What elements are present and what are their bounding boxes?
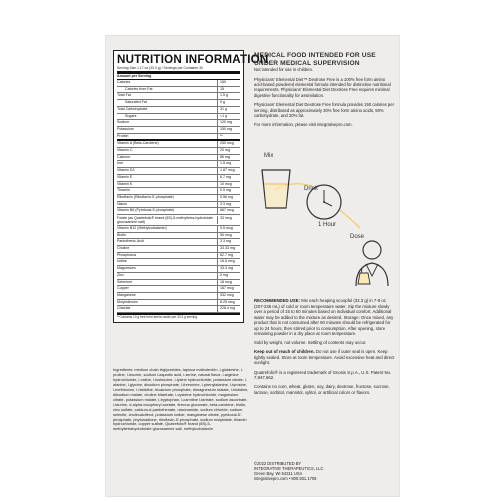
nutrient-row xyxy=(117,273,240,280)
nutrient-row xyxy=(117,168,240,175)
nutrient-row xyxy=(117,114,240,121)
nutrient-label: Chloride xyxy=(117,306,131,311)
nutrient-row xyxy=(117,226,240,233)
nutrient-rows xyxy=(117,80,240,313)
nutrient-label: Thiamin xyxy=(117,188,130,193)
nutrition-footnote: **Contains 10 g free form amino acids per 33.3 g serving. xyxy=(117,313,240,319)
nutrient-label: Iodine xyxy=(117,259,127,264)
nutrient-value: 0 g xyxy=(217,100,240,106)
recommended-use-label: RECOMMENDED USE: xyxy=(254,298,301,303)
nutrient-row xyxy=(117,161,240,168)
nutrient-row xyxy=(117,107,240,114)
nutrient-value: 18 mcg xyxy=(217,280,240,286)
company-name: INTEGRATIVE THERAPEUTICS, LLC xyxy=(254,466,324,471)
children-warning-text: Do not use if outer seal is open. Keep tightly sealed. Store at room temperature. Avoid excessive heat and direct sunlight. xyxy=(254,349,395,366)
nutrient-row xyxy=(117,87,240,94)
nutrient-value: 15 xyxy=(217,87,240,93)
nutrient-row xyxy=(117,155,240,162)
nutrient-value: 62.7 mg xyxy=(217,253,240,259)
nutrient-value: 250 mcg xyxy=(217,141,240,147)
nutrient-row xyxy=(117,215,240,226)
nutrient-value: 0.5 mg xyxy=(217,188,240,194)
nutrient-value: 332 mcg xyxy=(217,293,240,299)
nutrient-label: Vitamin B6 (Pyridoxal-5'-phosphate) xyxy=(117,208,175,213)
copyright-line: ©2022 DISTRIBUTED BY xyxy=(254,461,302,466)
nutrient-row xyxy=(117,280,240,287)
children-warning-label: Keep out of reach of children. xyxy=(254,349,315,355)
nutrient-row xyxy=(117,134,240,142)
connector-line xyxy=(340,210,360,228)
nutrient-row xyxy=(117,93,240,100)
medical-food-heading: MEDICAL FOOD INTENDED FOR USE UNDER MEDICAL SUPERVISION xyxy=(254,52,376,67)
settling-note: Sold by weight, not volume. Settling of contents may occur. xyxy=(254,340,367,346)
nutrient-row xyxy=(117,100,240,107)
nutrient-label: Pantothenic Acid xyxy=(117,239,144,244)
nutrient-row xyxy=(117,80,240,87)
nutrient-row xyxy=(117,253,240,260)
nutrient-value: 33 mcg xyxy=(217,216,240,225)
nutrient-value: 0.56 mg xyxy=(217,195,240,201)
amount-per-serving-label: Amount per Serving xyxy=(117,74,240,80)
nutrient-value: 86 mg xyxy=(217,155,240,161)
nutrient-value: 6.7 mg xyxy=(217,175,240,181)
nutrient-label: Calories from Fat xyxy=(125,86,153,91)
company-address: Green Bay, WI 54311 USA xyxy=(254,471,303,476)
nutrient-label: Vitamin A (Beta-Carotene) xyxy=(117,141,159,146)
nutrient-value: 33.33 mg xyxy=(217,246,240,252)
nutrient-label: Iron xyxy=(117,161,124,166)
preparation-steps-illustration xyxy=(252,150,398,290)
nutrient-value: 1.5 mg xyxy=(217,161,240,167)
nutrient-label: Sugars xyxy=(125,113,137,118)
recommended-use-section xyxy=(254,298,396,399)
nutrient-label: Selenium xyxy=(117,279,132,284)
nutrient-label: Potassium xyxy=(117,126,134,131)
nutrient-row xyxy=(117,266,240,273)
nutrient-label: Vitamin K xyxy=(117,181,133,186)
recommended-use-text: Mix each heaping scoopful (33.3 g) in 7-8 oz. (207-236 mL) of cold or room temperature water. Sip the mixture slowly over a period of 15 to 60 minutes based on individual comfort. Additional water may be added to the mixture as desired. Storage: Once mixed, any product that is not consumed after 60 minutes should be refrigerated for up to 24 hours, then stirred prior to consumption. After opening, store remaining powder in a dry place at room temperature. xyxy=(254,298,394,337)
nutrient-value: 150 mg xyxy=(217,127,240,133)
not-intended-note: Not intended for use in children. xyxy=(254,67,314,73)
nutrient-value: 10 mcg xyxy=(217,182,240,188)
nutrient-label: Saturated Fat xyxy=(125,100,147,105)
nutrient-row xyxy=(117,293,240,300)
nutrient-value: 228.4 mg xyxy=(217,306,240,312)
nutrient-label: Sodium xyxy=(117,120,130,125)
nutrient-label: Choline xyxy=(117,245,130,250)
nutrient-value: 3.3 mg xyxy=(217,202,240,208)
recommended-use-paragraph xyxy=(254,298,396,337)
nutrient-label: Magnesium xyxy=(117,266,136,271)
nutrient-label: Copper xyxy=(117,286,129,291)
nutrient-row xyxy=(117,306,240,313)
nutrient-value: 1.87 mcg xyxy=(217,168,240,174)
nutrient-label: Total Carbohydrate xyxy=(117,106,148,111)
nutrient-label: Zinc xyxy=(117,272,124,277)
nutrient-label: Biotin xyxy=(117,232,126,237)
nutrient-row xyxy=(117,233,240,240)
nutrition-title: NUTRITION INFORMATION xyxy=(117,53,269,66)
nutrient-label: Niacin xyxy=(117,201,127,206)
nutrient-label: Riboflavin (Riboflavin-5'-phosphate) xyxy=(117,194,174,199)
nutrient-row xyxy=(117,246,240,253)
nutrient-value: 3.3 mg xyxy=(217,239,240,245)
nutrient-label: Calcium xyxy=(117,154,130,159)
nutrient-label: Protein xyxy=(117,133,129,138)
allergen-note: Contains no corn, wheat, gluten, soy, dairy, dextrose, fructose, sucrose, lactose, sorbitol, mannitol, xylitol, or artificial colors or flavors. xyxy=(254,384,390,395)
doctor-icon xyxy=(356,241,388,286)
nutrient-label: Total Fat xyxy=(117,93,131,98)
nutrient-label: Vitamin E xyxy=(117,174,133,179)
distributor-footer xyxy=(254,461,394,481)
nutrient-row xyxy=(117,120,240,127)
nutrient-row xyxy=(117,127,240,134)
nutrient-label: Molybdenum xyxy=(117,299,138,304)
mix-label: Mix xyxy=(264,153,274,159)
trademark-note: Quatrefolic® is a registered trademark of Gnosis S.p.A., U.S. Patent No. 7,947,662. xyxy=(254,369,392,381)
nutrient-value: 50 mcg xyxy=(217,233,240,239)
nutrient-label: Folate (as Quatrefolic® brand (6S)-5-methyltetra-hydrofolate glucosamine salt) xyxy=(117,215,214,224)
nutrient-label: Manganese xyxy=(117,292,136,297)
nutrient-value: 20 mg xyxy=(217,148,240,154)
medical-food-section xyxy=(254,52,394,128)
nutrient-value: 0.5 mcg xyxy=(217,226,240,232)
nutrient-label: Calories xyxy=(117,80,131,84)
nutrient-row xyxy=(117,208,240,215)
nutrient-value: 1.5 g xyxy=(217,93,240,99)
nutrient-label: Vitamin C xyxy=(117,148,133,153)
nutrient-value: <1 g xyxy=(217,114,240,120)
calorie-description: Physicians' Elemental Diet Dextrose Free formula provides 150 calories per serving, distributed as approximately 30% free form amino acids, 50% carbohydrate, and 20% fat. xyxy=(254,102,394,119)
nutrient-row xyxy=(117,148,240,155)
nutrient-value: 8.25 mcg xyxy=(217,300,240,306)
nutrient-value: 31 g xyxy=(217,107,240,113)
nutrient-row xyxy=(117,239,240,246)
product-description: Physicians' Elemental Diet™ Dextrose Free is a 100% free form amino acid-based powdered elemental formula intended for distinctive nutritional requirements. Physicians' Elemental Diet Dextrose Free requires minimal digestive functionality for assimilation. xyxy=(254,76,391,98)
nutrient-value: 16.5 mcg xyxy=(217,259,240,265)
nutrient-row xyxy=(117,182,240,189)
nutrient-value: ** xyxy=(217,134,240,140)
time-label: 1 Hour xyxy=(318,222,337,228)
nutrient-row xyxy=(117,202,240,209)
dose-label: Dose xyxy=(350,234,365,240)
nutrient-row xyxy=(117,286,240,293)
nutrient-value: 167 mcg xyxy=(217,286,240,292)
nutrient-row xyxy=(117,195,240,202)
nutrient-value: 667 mcg xyxy=(217,208,240,214)
nutrient-label: Vitamin B12 (Methylcobalamin) xyxy=(117,225,167,230)
drink-label: Drink xyxy=(304,186,319,192)
serving-size: Serving Size 1.17 oz (33.3 g) / Servings per Container 30 xyxy=(117,66,240,74)
nutrient-row xyxy=(117,300,240,307)
company-contact: integrativepro.com • 800.931.1709 xyxy=(254,476,317,481)
nutrient-row xyxy=(117,188,240,195)
nutrient-value: 120 mg xyxy=(217,120,240,126)
nutrient-label: Phosphorus xyxy=(117,252,137,257)
nutrient-value: 33.3 mg xyxy=(217,266,240,272)
more-info-note: For more information, please visit integrativepro.com. xyxy=(254,122,353,128)
nutrient-row xyxy=(117,141,240,148)
nutrient-label: Vitamin D3 xyxy=(117,168,135,173)
children-warning xyxy=(254,349,396,366)
nutrient-row xyxy=(117,175,240,182)
glass-icon xyxy=(262,170,290,208)
nutrient-value: 150 xyxy=(217,80,240,86)
nutrient-value: 2 mg xyxy=(217,273,240,279)
nutrient-row xyxy=(117,259,240,266)
ingredients-list: Ingredients: medium chain triglycerides, tapioca maltodextrin, l-glutamine, l-proline, l-leucine, sodium l-aspartic acid, l-serine, natural flavor, l-arginine hydrochloride, l-valine, l-isoleucine, l-lysine hydrochloride, potassium citrate, l-alanine, l-glycine, disodium phosphate, l-threonine, l-phenylalanine, l-tyrosine, l-methionine, l-histidine, tricalcium phosphate, dimagnesium malate, l-histidine, diisodium malate, choline bitartrate, l-cysteine hydrochloride, magnesium citrate, potassium malate, l-tryptophan, l-carnitine l-tartrate, sodium ascorbate, l-taurine, d-alpha-tocopheryl acetate, ferrous gluconate, beta-carotene, biotin, zinc sulfate, calcium-d-pantothenate, niacinamide, sodium chloride, sodium selenite, cholecalciferol, potassium iodide, manganese citrate, pyridoxal-5'-phosphate, phytonadione, riboflavin-5'-phosphate, sodium molybdate, thiamin hydrochloride, copper sulfate, Quatrefolic® brand (6S)-5-methyltetrahydrofolate glucosamine salt, methylcobalamin xyxy=(113,367,249,432)
